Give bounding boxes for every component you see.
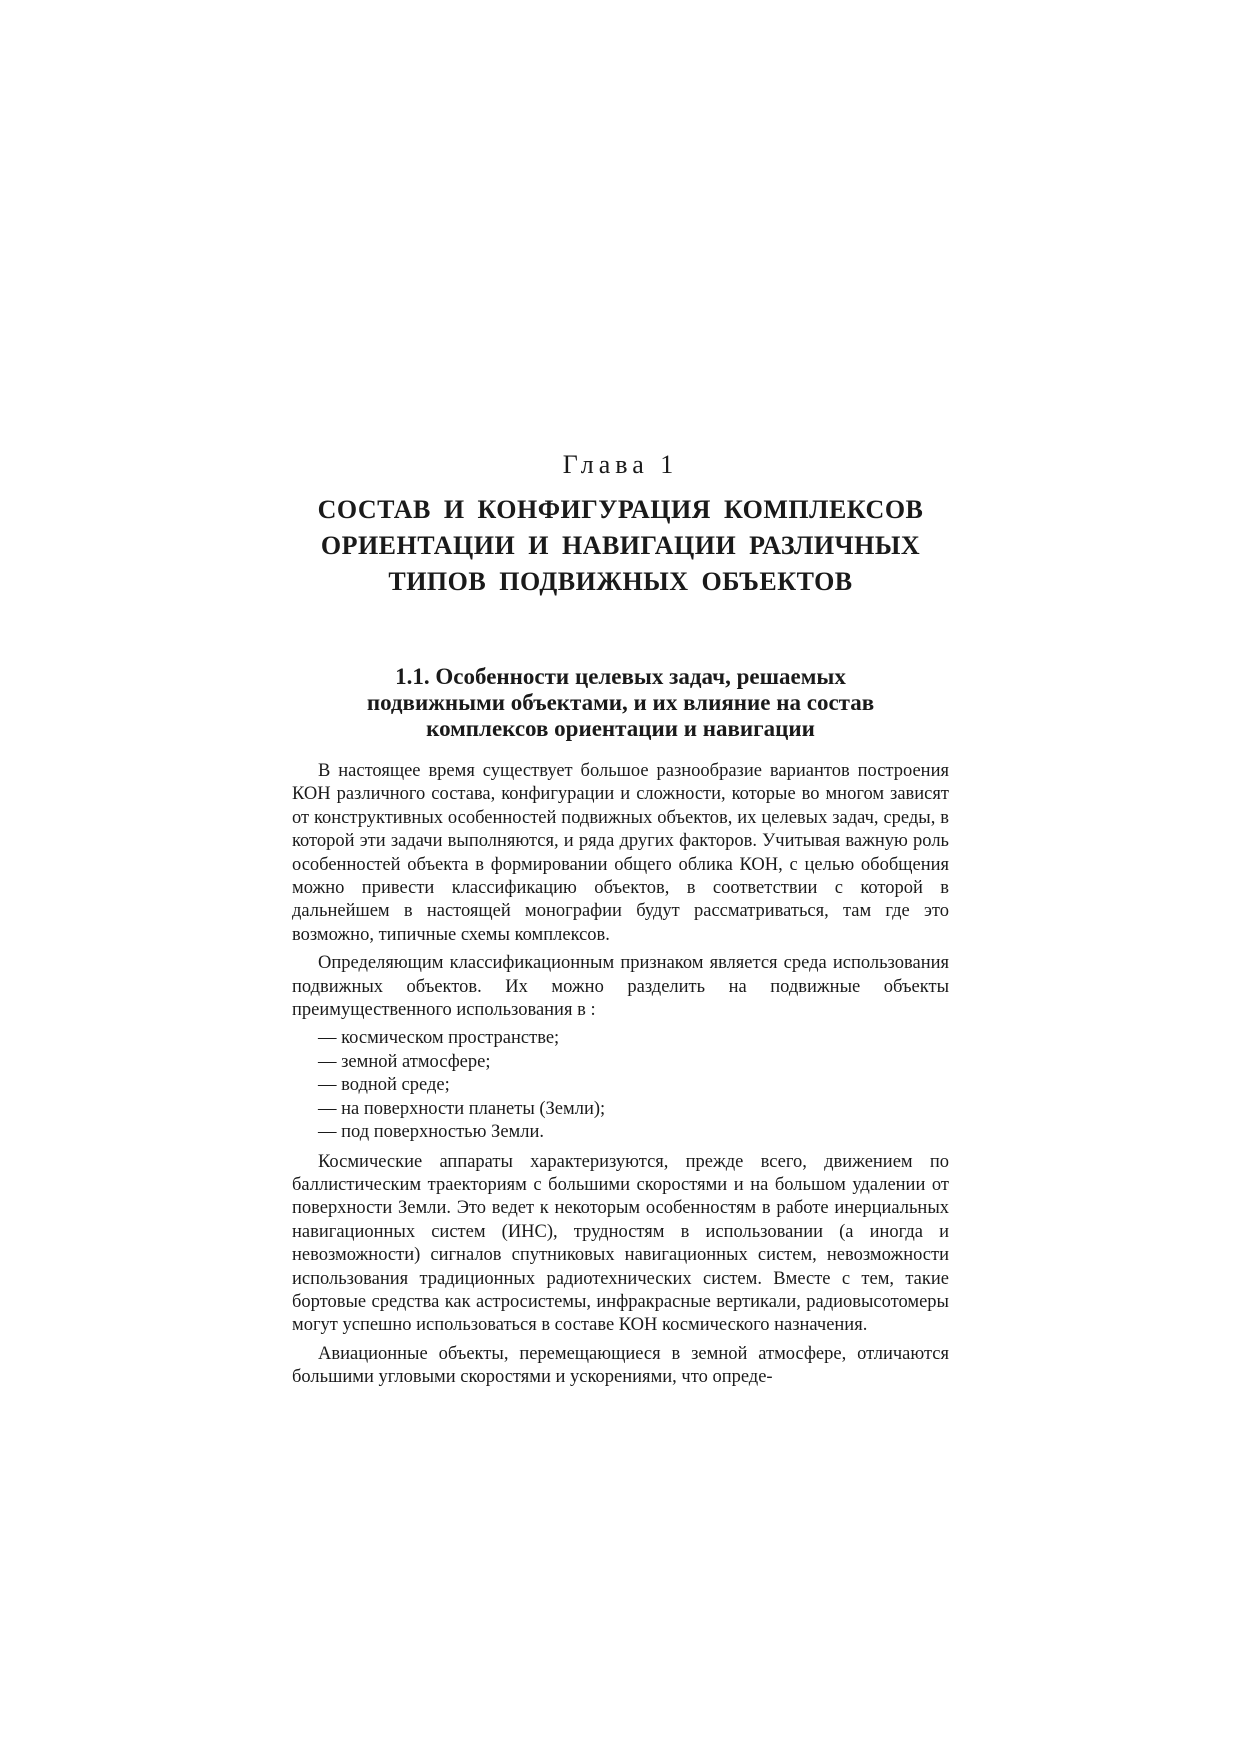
section-title-line: 1.1. Особенности целевых задач, решаемых bbox=[395, 664, 846, 689]
list-item: — водной среде; bbox=[318, 1075, 450, 1096]
list-item: — на поверхности планеты (Земли); bbox=[318, 1098, 606, 1119]
body-text bbox=[292, 760, 949, 1390]
paragraph: Определяющим классификационным признаком является среда использования подвижных объектов. Их можно разделить на подвижные объекты преимущественного использования в : bbox=[292, 953, 949, 1021]
section-title-line: комплексов ориентации и навигации bbox=[426, 716, 815, 741]
environment-list bbox=[292, 1027, 949, 1144]
chapter-title-line: СОСТАВ И КОНФИГУРАЦИЯ КОМПЛЕКСОВ bbox=[317, 495, 924, 524]
list-item: — космическом пространстве; bbox=[318, 1028, 560, 1049]
chapter-label: Глава 1 bbox=[562, 450, 679, 479]
paragraph: Космические аппараты характеризуются, прежде всего, движением по баллистическим траекториям с большими скоростями и на большом удалении от поверхности Земли. Это ведет к некоторым особенностям в работе инерциальных навигационных систем (ИНС), трудностям в использовании (а иногда и невозможности) сигналов спутниковых навигационных систем, невозможности использования традиционных радиотехнических систем. Вместе с тем, такие бортовые средства как астросистемы, инфракрасные вертикали, радиовысотомеры могут успешно использоваться в составе КОН космического назначения. bbox=[292, 1151, 949, 1336]
chapter-title-line: ТИПОВ ПОДВИЖНЫХ ОБЪЕКТОВ bbox=[388, 567, 853, 596]
section-title-line: подвижными объектами, и их влияние на состав bbox=[366, 690, 875, 715]
chapter-title-line: ОРИЕНТАЦИИ И НАВИГАЦИИ РАЗЛИЧНЫХ bbox=[320, 531, 921, 560]
section-title bbox=[300, 664, 941, 742]
list-item: — под поверхностью Земли. bbox=[318, 1122, 545, 1143]
paragraph: Авиационные объекты, перемещающиеся в земной атмосфере, отличаются большими угловыми скоростями и ускорениями, что опреде- bbox=[292, 1343, 949, 1388]
paragraph: В настоящее время существует большое разнообразие вариантов построения КОН различного состава, конфигурации и сложности, которые во многом зависят от конструктивных особенностей подвижных объектов, их целевых задач, среды, в которой эти задачи выполняются, и ряда других факторов. Учитывая важную роль особенностей объекта в формировании общего облика КОН, с целью обобщения можно привести классификацию объектов, в соответствии с которой в дальнейшем в настоящей монографии будут рассматриваться, там где это возможно, типичные схемы комплексов. bbox=[292, 761, 949, 945]
list-item: — земной атмосфере; bbox=[318, 1051, 491, 1072]
chapter-title bbox=[280, 492, 961, 600]
